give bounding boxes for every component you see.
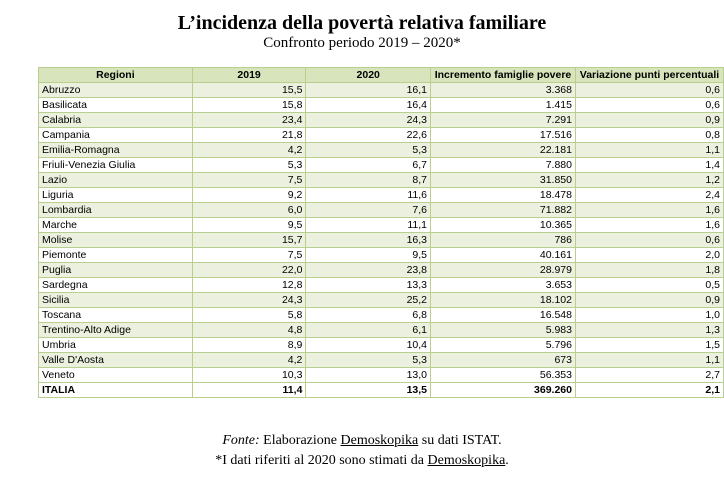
- cell-2020: 13,3: [306, 278, 431, 293]
- column-header-regioni: Regioni: [39, 68, 193, 83]
- cell-2020: 9,5: [306, 248, 431, 263]
- estimate-demoskopika: Demoskopika: [427, 453, 506, 468]
- source-demoskopika: Demoskopika: [340, 433, 419, 448]
- cell-incremento: 71.882: [431, 203, 576, 218]
- cell-variazione: 1,4: [575, 158, 723, 173]
- cell-variazione: 0,8: [575, 128, 723, 143]
- cell-variazione: 0,6: [575, 83, 723, 98]
- cell-incremento: 56.353: [431, 368, 576, 383]
- table-row: [39, 308, 724, 323]
- estimate-text-a: *I dati riferiti al 2020 sono stimati da: [215, 453, 428, 468]
- cell-2019: 24,3: [192, 293, 306, 308]
- cell-2020: 16,3: [306, 233, 431, 248]
- total-incremento: 369.260: [431, 383, 576, 398]
- total-region: ITALIA: [39, 383, 193, 398]
- column-header-2020: 2020: [306, 68, 431, 83]
- cell-region: Campania: [39, 128, 193, 143]
- cell-2020: 25,2: [306, 293, 431, 308]
- poverty-table: [38, 67, 724, 398]
- cell-incremento: 18.478: [431, 188, 576, 203]
- cell-incremento: 16.548: [431, 308, 576, 323]
- table-row: [39, 128, 724, 143]
- cell-region: Trentino-Alto Adige: [39, 323, 193, 338]
- cell-incremento: 7.291: [431, 113, 576, 128]
- table-row: [39, 83, 724, 98]
- cell-incremento: 3.653: [431, 278, 576, 293]
- cell-region: Toscana: [39, 308, 193, 323]
- table-row: [39, 353, 724, 368]
- cell-variazione: 1,6: [575, 203, 723, 218]
- table-row: [39, 338, 724, 353]
- cell-2019: 15,5: [192, 83, 306, 98]
- cell-2019: 9,2: [192, 188, 306, 203]
- cell-incremento: 18.102: [431, 293, 576, 308]
- cell-incremento: 786: [431, 233, 576, 248]
- estimate-note: [0, 453, 724, 469]
- cell-2019: 4,8: [192, 323, 306, 338]
- cell-2020: 13,0: [306, 368, 431, 383]
- table-row: [39, 158, 724, 173]
- cell-2020: 23,8: [306, 263, 431, 278]
- cell-2019: 15,8: [192, 98, 306, 113]
- cell-variazione: 0,5: [575, 278, 723, 293]
- total-2019: 11,4: [192, 383, 306, 398]
- table-row: [39, 188, 724, 203]
- cell-2019: 9,5: [192, 218, 306, 233]
- cell-2020: 5,3: [306, 143, 431, 158]
- cell-2020: 7,6: [306, 203, 431, 218]
- cell-variazione: 0,6: [575, 233, 723, 248]
- cell-variazione: 1,1: [575, 143, 723, 158]
- table-row: [39, 263, 724, 278]
- cell-region: Abruzzo: [39, 83, 193, 98]
- table-row: [39, 323, 724, 338]
- cell-incremento: 40.161: [431, 248, 576, 263]
- table-total-row: [39, 383, 724, 398]
- source-text-a: Elaborazione: [259, 433, 341, 448]
- cell-variazione: 1,1: [575, 353, 723, 368]
- cell-region: Sicilia: [39, 293, 193, 308]
- cell-variazione: 1,3: [575, 323, 723, 338]
- cell-2020: 6,8: [306, 308, 431, 323]
- cell-2019: 22,0: [192, 263, 306, 278]
- table-row: [39, 293, 724, 308]
- cell-2019: 10,3: [192, 368, 306, 383]
- cell-region: Liguria: [39, 188, 193, 203]
- cell-variazione: 2,7: [575, 368, 723, 383]
- cell-incremento: 673: [431, 353, 576, 368]
- cell-2019: 21,8: [192, 128, 306, 143]
- cell-region: Lombardia: [39, 203, 193, 218]
- table-row: [39, 368, 724, 383]
- cell-variazione: 2,0: [575, 248, 723, 263]
- column-header-2019: 2019: [192, 68, 306, 83]
- cell-variazione: 2,4: [575, 188, 723, 203]
- cell-region: Emilia-Romagna: [39, 143, 193, 158]
- table-row: [39, 248, 724, 263]
- table-header-row: [39, 68, 724, 83]
- cell-2019: 15,7: [192, 233, 306, 248]
- cell-region: Basilicata: [39, 98, 193, 113]
- cell-region: Valle D'Aosta: [39, 353, 193, 368]
- total-variazione: 2,1: [575, 383, 723, 398]
- cell-variazione: 1,8: [575, 263, 723, 278]
- cell-2019: 8,9: [192, 338, 306, 353]
- cell-region: Molise: [39, 233, 193, 248]
- table-row: [39, 143, 724, 158]
- cell-2020: 24,3: [306, 113, 431, 128]
- table-row: [39, 173, 724, 188]
- table-body: [39, 83, 724, 383]
- cell-2020: 22,6: [306, 128, 431, 143]
- cell-variazione: 1,6: [575, 218, 723, 233]
- cell-incremento: 5.983: [431, 323, 576, 338]
- cell-incremento: 5.796: [431, 338, 576, 353]
- cell-2020: 6,1: [306, 323, 431, 338]
- cell-variazione: 0,6: [575, 98, 723, 113]
- column-header-incremento: Incremento famiglie povere: [431, 68, 576, 83]
- cell-incremento: 3.368: [431, 83, 576, 98]
- cell-2020: 11,1: [306, 218, 431, 233]
- table-row: [39, 233, 724, 248]
- total-2020: 13,5: [306, 383, 431, 398]
- source-note: [0, 433, 724, 449]
- cell-incremento: 28.979: [431, 263, 576, 278]
- table-row: [39, 278, 724, 293]
- table-row: [39, 98, 724, 113]
- cell-region: Piemonte: [39, 248, 193, 263]
- cell-variazione: 1,0: [575, 308, 723, 323]
- source-text-b: su dati ISTAT.: [418, 433, 502, 448]
- cell-2019: 23,4: [192, 113, 306, 128]
- cell-variazione: 1,2: [575, 173, 723, 188]
- cell-incremento: 10.365: [431, 218, 576, 233]
- table-row: [39, 218, 724, 233]
- cell-variazione: 0,9: [575, 293, 723, 308]
- cell-2020: 5,3: [306, 353, 431, 368]
- cell-incremento: 22.181: [431, 143, 576, 158]
- cell-2019: 6,0: [192, 203, 306, 218]
- cell-2019: 4,2: [192, 353, 306, 368]
- cell-region: Sardegna: [39, 278, 193, 293]
- cell-region: Calabria: [39, 113, 193, 128]
- cell-2019: 12,8: [192, 278, 306, 293]
- cell-2020: 8,7: [306, 173, 431, 188]
- cell-2019: 7,5: [192, 173, 306, 188]
- cell-2019: 7,5: [192, 248, 306, 263]
- cell-incremento: 7.880: [431, 158, 576, 173]
- cell-incremento: 17.516: [431, 128, 576, 143]
- cell-2020: 11,6: [306, 188, 431, 203]
- column-header-variazione: Variazione punti percentuali: [575, 68, 723, 83]
- cell-region: Friuli-Venezia Giulia: [39, 158, 193, 173]
- cell-2019: 5,3: [192, 158, 306, 173]
- cell-2020: 10,4: [306, 338, 431, 353]
- cell-incremento: 31.850: [431, 173, 576, 188]
- cell-region: Marche: [39, 218, 193, 233]
- cell-region: Puglia: [39, 263, 193, 278]
- estimate-text-b: .: [505, 453, 509, 468]
- cell-2020: 16,1: [306, 83, 431, 98]
- fonte-label: Fonte:: [222, 433, 260, 448]
- cell-2019: 5,8: [192, 308, 306, 323]
- cell-2020: 16,4: [306, 98, 431, 113]
- cell-incremento: 1.415: [431, 98, 576, 113]
- cell-2019: 4,2: [192, 143, 306, 158]
- cell-region: Veneto: [39, 368, 193, 383]
- cell-2020: 6,7: [306, 158, 431, 173]
- cell-region: Lazio: [39, 173, 193, 188]
- cell-variazione: 1,5: [575, 338, 723, 353]
- page-subtitle: Confronto periodo 2019 – 2020*: [263, 35, 461, 51]
- cell-region: Umbria: [39, 338, 193, 353]
- table-row: [39, 113, 724, 128]
- cell-variazione: 0,9: [575, 113, 723, 128]
- page-title: L’incidenza della povertà relativa familiare: [177, 12, 547, 34]
- table-row: [39, 203, 724, 218]
